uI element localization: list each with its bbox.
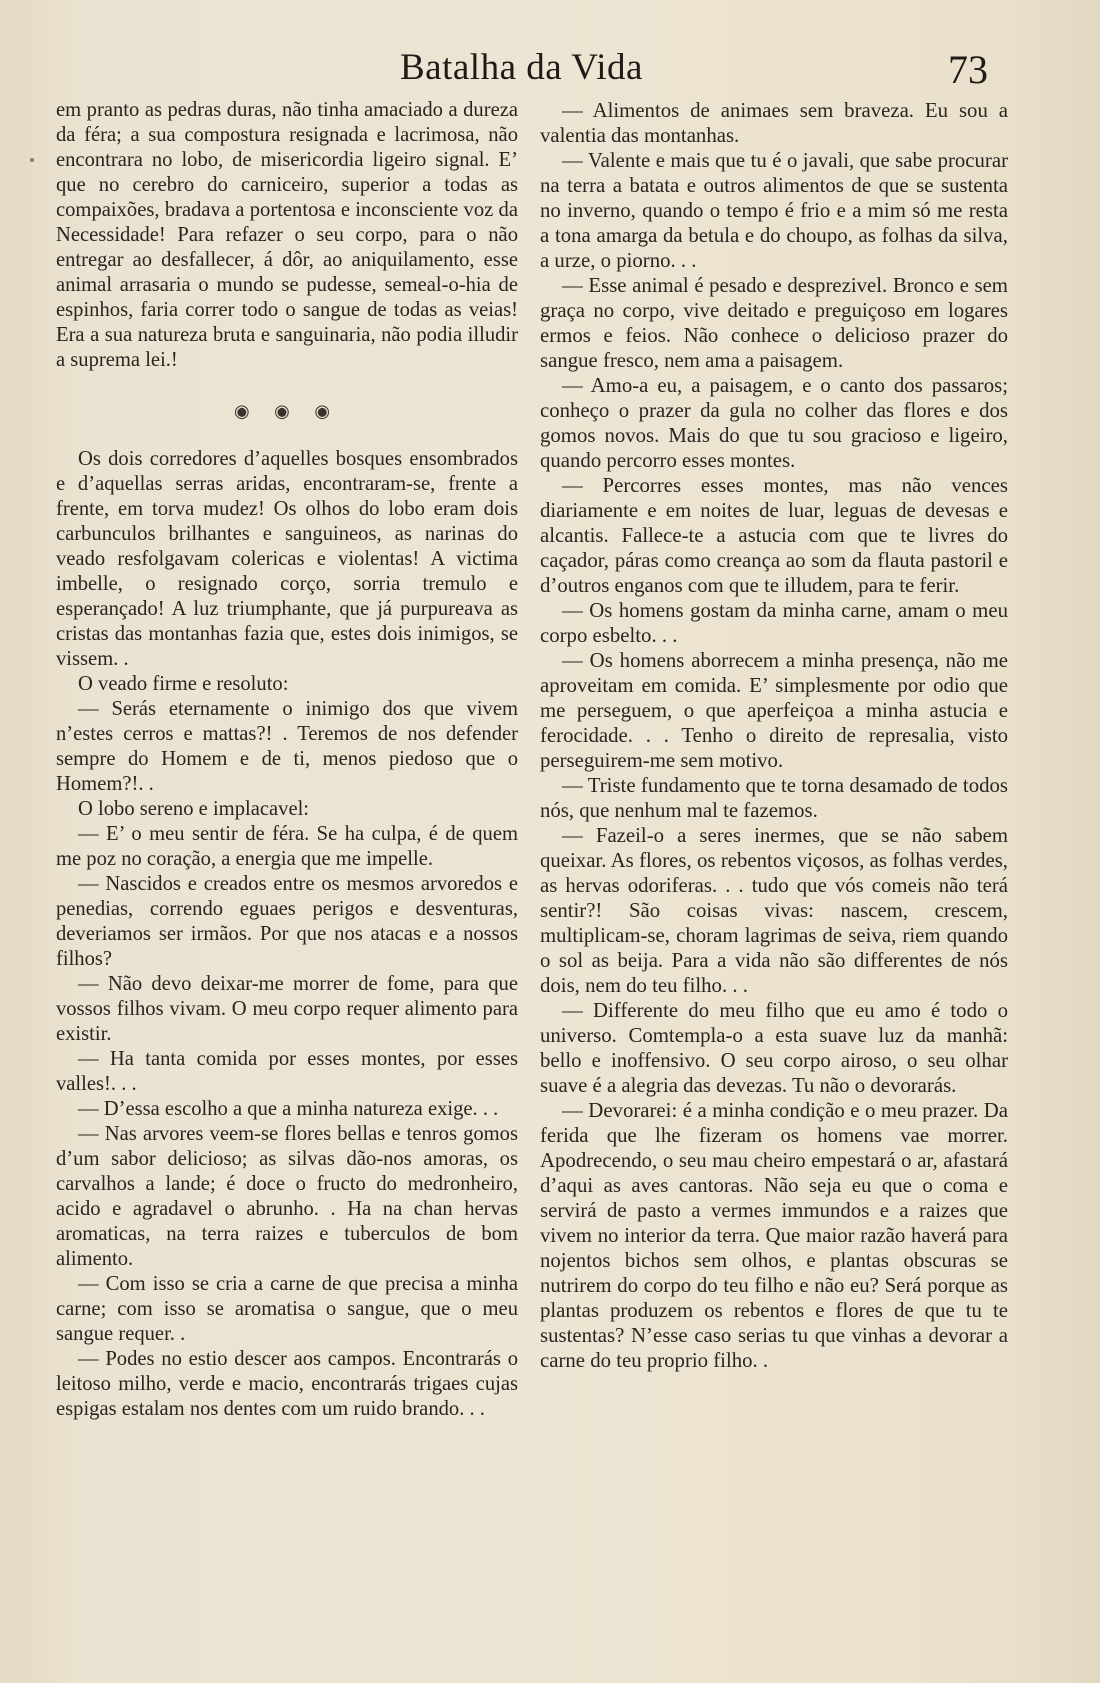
paragraph: — Differente do meu filho que eu amo é todo o universo. Comtempla-o a esta suave luz da manhã: bello e inoffensivo. O seu corpo airoso, o seu olhar suave é a alegria das devezas. Tu não o devorarás.: [540, 999, 1008, 1097]
paragraph: — Alimentos de animaes sem braveza. Eu sou a valentia das montanhas.: [540, 99, 1008, 147]
paragraph: Os dois corredores d’aquelles bosques ensombrados e d’aquellas serras aridas, encontraram-se, frente a frente, em torva mudez! Os olhos do lobo eram dois carbunculos brilhantes e sanguineos, as narinas do veado resfolgavam colericas e violentas! A victima imbelle, o resignado corço, sorria tremulo e esperançado! A luz triumphante, que já purpureava as cristas das montanhas fazia que, estes dois inimigos, se vissem. .: [56, 448, 518, 670]
paragraph: — Os homens aborrecem a minha presença, não me aproveitam em comida. E’ simplesmente por odio que me perseguem, o que aperfeiçoa a minha astucia e ferocidade. . . Tenho o direito de represalia, visto perseguirem-me sem motivo.: [540, 649, 1008, 772]
paragraph: — Podes no estio descer aos campos. Encontrarás o leitoso milho, verde e macio, encontrarás trigaes cujas espigas estalam nos dentes com um ruido brando. . .: [56, 1348, 518, 1420]
paragraph: — Não devo deixar-me morrer de fome, para que vossos filhos vivam. O meu corpo requer alimento para existir.: [56, 973, 518, 1045]
page-header: [0, 46, 1100, 96]
paragraph: — Esse animal é pesado e desprezivel. Bronco e sem graça no corpo, vive deitado e preguiçoso em logares ermos e feios. Não conhece o delicioso prazer do sangue fresco, nem ama a paisagem.: [540, 274, 1008, 372]
paragraph: — D’essa escolho a que a minha natureza exige. . .: [78, 1098, 499, 1120]
running-title: Batalha da Vida: [400, 47, 643, 88]
paragraph: — Ha tanta comida por esses montes, por esses valles!. . .: [56, 1048, 518, 1095]
ornament-glyphs: ◉ ◉ ◉: [233, 401, 341, 421]
page-number: 73: [948, 47, 988, 92]
paragraph: — Devorarei: é a minha condição e o meu prazer. Da ferida que lhe fizeram os homens vae morrer. Apodrecendo, o seu mau cheiro empestará o ar, afastará d’aqui as aves cantoras. Não seja eu que o coma e servirá de pasto a vermes immundos e a raizes que vivem no interior da terra. Que maior razão haverá para nojentos bichos sem olhos, e plantas obscuras se nutrirem do corpo do teu filho e não eu? Será porque as plantas produzem os rebentos e flores de que tu te sustentas? N’esse caso serias tu que vinhas a devorar a carne do teu proprio filho. .: [540, 1099, 1008, 1372]
paragraph: — Fazeil-o a seres inermes, que se não sabem queixar. As flores, os rebentos viçosos, as folhas verdes, as hervas odoriferas. . . tudo que vós comeis não terá sentir?! São coisas vivas: nascem, crescem, multiplicam-se, choram lagrimas de seiva, riem quando o sol as beija. Para a vida não são differentes de nós dois, nem do teu filho. . .: [540, 824, 1008, 997]
paragraph: — Nascidos e creados entre os mesmos arvoredos e penedias, correndo eguaes perigos e desventuras, deveriamos ser irmãos. Por que nos atacas e a nossos filhos?: [56, 873, 518, 970]
paragraph: O lobo sereno e implacavel:: [78, 798, 310, 820]
paragraph: — Os homens gostam da minha carne, amam o meu corpo esbelto. . .: [540, 599, 1008, 647]
section-ornament: [56, 399, 518, 421]
left-column: [56, 98, 518, 1422]
ink-speck: [30, 158, 34, 162]
paragraph: — Nas arvores veem-se flores bellas e tenros gomos d’um sabor delicioso; as silvas dão-nos amoras, os carvalhos a lande; é doce o fructo do medronheiro, acido e agradavel o abrunho. . Ha na chan hervas aromaticas, na terra raizes e tuberculos de bom alimento.: [56, 1123, 518, 1270]
paragraph: — Serás eternamente o inimigo dos que vivem n’estes cerros e mattas?! . Teremos de nos defender sempre do Homem e de ti, menos piedoso que o Homem?!. .: [56, 698, 518, 795]
paragraph: — E’ o meu sentir de féra. Se ha culpa, é de quem me poz no coração, a energia que me impelle.: [56, 823, 518, 870]
paragraph: — Amo-a eu, a paisagem, e o canto dos passaros; conheço o prazer da gula no colher das flores e dos gomos novos. Mais do que tu sou gracioso e ligeiro, quando percorro esses montes.: [540, 374, 1008, 472]
paragraph: — Triste fundamento que te torna desamado de todos nós, que nenhum mal te fazemos.: [540, 774, 1008, 822]
right-column: [540, 98, 1008, 1373]
paragraph: — Com isso se cria a carne de que precisa a minha carne; com isso se aromatisa o sangue, que o meu sangue requer. .: [56, 1273, 518, 1345]
paragraph: em pranto as pedras duras, não tinha amaciado a dureza da féra; a sua compostura resignada e lacrimosa, não encontrara no lobo, de misericordia ligeiro signal. E’ que no cerebro do carniceiro, superior a todas as compaixões, bradava a portentosa e inconsciente voz da Necessidade! Para refazer o seu corpo, para o não entregar ao desfallecer, á dôr, ao aniquilamento, esse animal arrasaria o mundo se pudesse, semeal-o-hia de espinhos, faria correr todo o sangue de todas as veias! Era a sua natureza bruta e sanguinaria, não podia illudir a suprema lei.!: [56, 99, 518, 371]
paragraph: — Percorres esses montes, mas não vences diariamente e em noites de luar, leguas de devesas e alcantis. Fallece-te a astucia com que te livres do caçador, páras como creança ao som da flauta pastoril e d’outros enganos com que te illudem, para te ferir.: [540, 474, 1008, 597]
paragraph: — Valente e mais que tu é o javali, que sabe procurar na terra a batata e outros alimentos de que se sustenta no inverno, quando o tempo é frio e a mim só me resta a tona amarga da betula e do choupo, as folhas da silva, a urze, o piorno. . .: [540, 149, 1008, 272]
paragraph: O veado firme e resoluto:: [78, 673, 289, 695]
